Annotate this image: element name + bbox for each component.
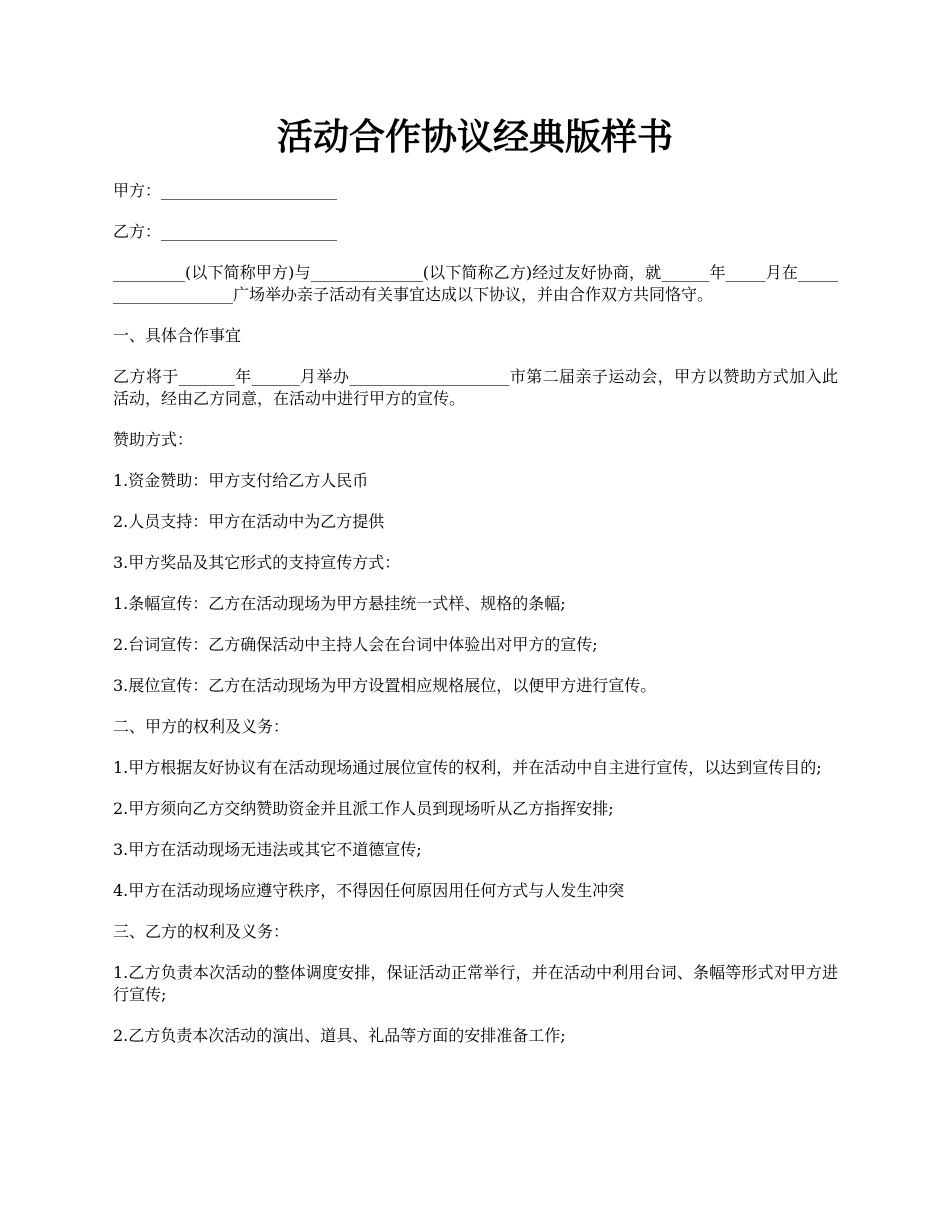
paragraph: 赞助方式： — [113, 430, 194, 449]
list-item: 2.台词宣传：乙方确保活动中主持人会在台词中体验出对甲方的宣传; — [113, 635, 598, 654]
list-item: 2.乙方负责本次活动的演出、道具、礼品等方面的安排准备工作; — [113, 1026, 566, 1045]
intro-paragraph: _________(以下简称甲方)与______________(以下简称乙方)经过友好协商，就______年_____月在____________________广场举办亲子活动有关事宜达成以下协议，并由合作双方共同恪守。 — [113, 263, 838, 304]
party-a-line: 甲方：______________________ — [113, 181, 338, 200]
list-item: 1.资金赞助：甲方支付给乙方人民币 — [113, 471, 369, 490]
list-item: 2.甲方须向乙方交纳赞助资金并且派工作人员到现场听从乙方指挥安排; — [113, 799, 614, 818]
list-item: 4.甲方在活动现场应遵守秩序，不得因任何原因用任何方式与人发生冲突 — [113, 881, 625, 900]
section-heading-1: 一、具体合作事宜 — [113, 326, 242, 345]
list-item: 2.人员支持：甲方在活动中为乙方提供 — [113, 512, 385, 531]
document-title: 活动合作协议经典版样书 — [276, 116, 673, 158]
list-item: 3.甲方在活动现场无违法或其它不道德宣传; — [113, 840, 422, 859]
section-heading-3: 三、乙方的权利及义务： — [113, 922, 290, 941]
list-item: 1.甲方根据友好协议有在活动现场通过展位宣传的权利，并在活动中自主进行宣传，以达到宣传目的; — [113, 758, 822, 777]
party-b-line: 乙方：______________________ — [113, 222, 338, 241]
list-item: 1.乙方负责本次活动的整体调度安排，保证活动正常举行，并在活动中利用台词、条幅等形式对甲方进行宣传; — [113, 963, 838, 1004]
list-item: 3.展位宣传：乙方在活动现场为甲方设置相应规格展位，以便甲方进行宣传。 — [113, 676, 657, 695]
paragraph: 乙方将于_______年______月举办____________________市第二届亲子运动会，甲方以赞助方式加入此活动，经由乙方同意，在活动中进行甲方的宣传。 — [113, 367, 838, 408]
document-body — [113, 180, 838, 1066]
list-item: 1.条幅宣传：乙方在活动现场为甲方悬挂统一式样、规格的条幅; — [113, 594, 566, 613]
section-heading-2: 二、甲方的权利及义务： — [113, 717, 290, 736]
list-item: 3.甲方奖品及其它形式的支持宣传方式： — [113, 553, 401, 572]
